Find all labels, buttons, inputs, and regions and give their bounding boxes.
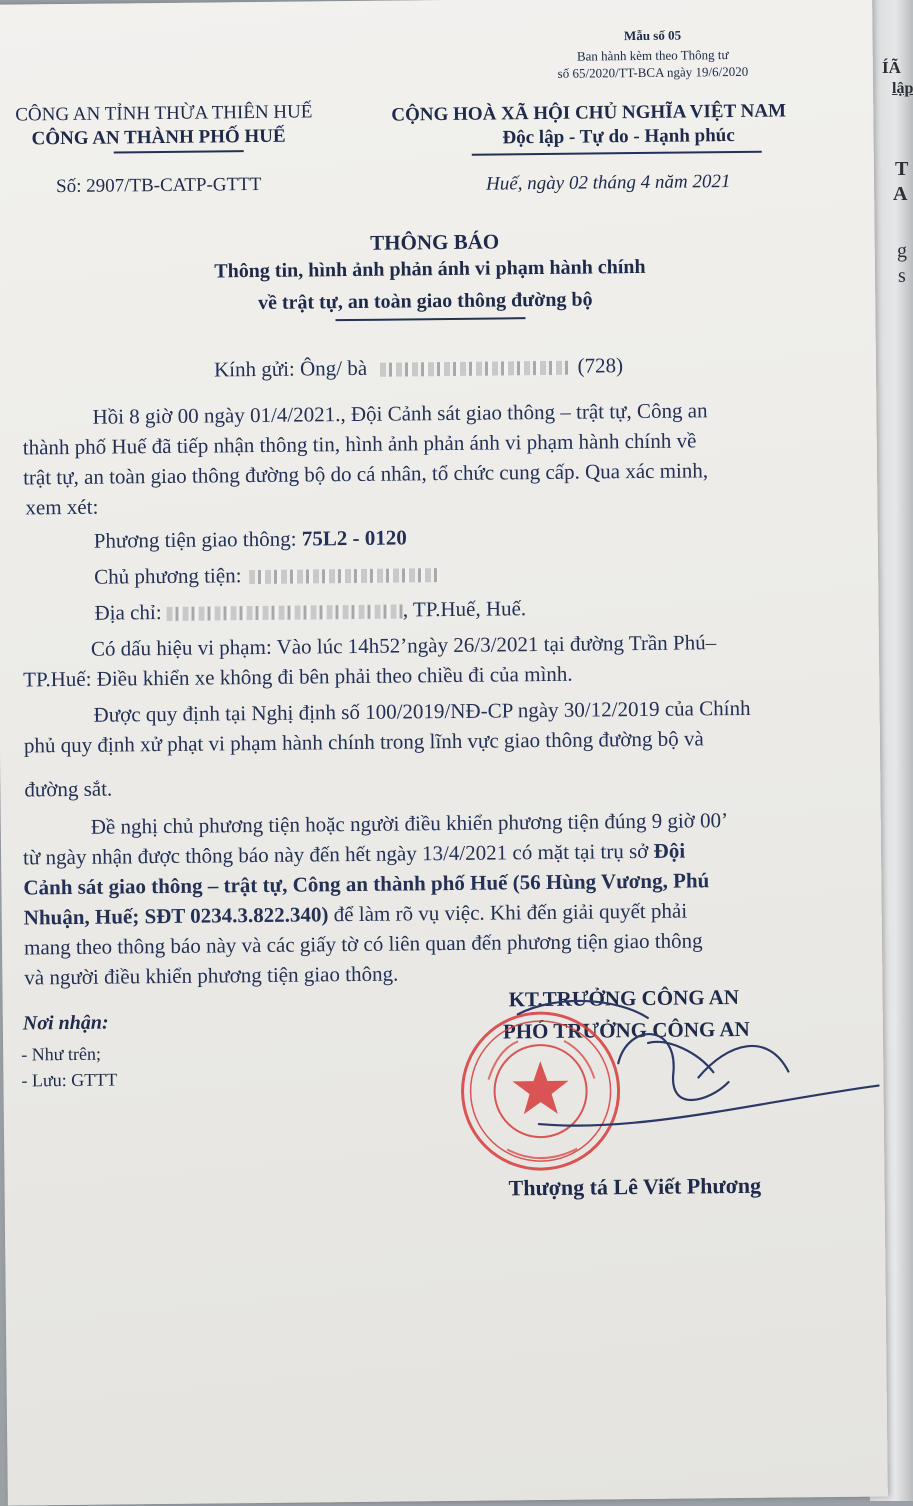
doc-number: Số: 2907/TB-CATP-GTTT (55, 173, 262, 198)
owner-line (94, 558, 439, 593)
title-underline (335, 317, 525, 320)
paragraph-line: thành phố Huế đã tiếp nhận thông tin, hình ảnh phản ánh vi phạm hành chính về (22, 428, 697, 460)
national-title: CỘNG HOÀ XÃ HỘI CHỦ NGHĨA VIỆT NAM (391, 100, 787, 126)
signature-role-2: PHÓ TRƯỞNG CÔNG AN (502, 1016, 750, 1044)
notice-title: THÔNG BÁO (370, 229, 500, 255)
notice-subtitle-2: về trật tự, an toàn giao thông đường bộ (257, 288, 593, 314)
request-text: từ ngày nhận được thông báo này đến hết ngày 13/4/2021 có mặt tại trụ sở (22, 838, 654, 870)
back-sheet-fragment: lập (892, 80, 913, 97)
form-circular: số 65/2020/TT-BCA ngày 19/6/2020 (557, 63, 749, 81)
place-date: Huế, ngày 02 tháng 4 năm 2021 (485, 171, 731, 195)
regulation-line: phủ quy định xử phạt vi phạm hành chính trong lĩnh vực giao thông đường bộ và (23, 726, 704, 758)
signature-role-1: KT.TRƯỞNG CÔNG AN (508, 984, 740, 1012)
paragraph-line: Hồi 8 giờ 00 ngày 01/4/2021., Đội Cảnh sát giao thông – trật tự, Công an (92, 398, 708, 429)
request-line: Cảnh sát giao thông – trật tự, Công an thành phố Huế (56 Hùng Vương, Phú (23, 868, 710, 900)
recipients-item: - Như trên; (21, 1043, 101, 1065)
national-motto: Độc lập - Tự do - Hạnh phúc (502, 124, 735, 149)
vehicle-label: Phương tiện giao thông: (93, 526, 302, 553)
request-line: và người điều khiển phương tiện giao thông. (24, 961, 399, 990)
vehicle-line (94, 522, 407, 556)
request-bold: Đội (653, 838, 686, 863)
redacted-owner (249, 568, 439, 584)
address-suffix: , TP.Huế, Huế. (402, 596, 527, 622)
vehicle-plate: 75L2 - 0120 (301, 525, 407, 551)
redacted-name (380, 361, 568, 377)
agency-name: CÔNG AN THÀNH PHỐ HUẾ (31, 125, 286, 150)
back-sheet-fragment: g (897, 240, 907, 262)
back-sheet-fragment: T (895, 158, 909, 180)
handwritten-signature (497, 980, 889, 1184)
signer-name: Thượng tá Lê Viết Phương (508, 1172, 762, 1201)
recipients-heading: Nơi nhận: (22, 1011, 109, 1035)
address-line (94, 593, 526, 629)
notice-subtitle-1: Thông tin, hình ảnh phản ánh vi phạm hành chính (214, 255, 646, 283)
regulation-line: Được quy định tại Nghị định số 100/2019/NĐ-CP ngày 30/12/2019 của Chính (93, 695, 751, 727)
recipients-item: - Lưu: GTTT (21, 1069, 118, 1091)
request-line: Đề nghị chủ phương tiện hoặc người điều khiển phương tiện đúng 9 giờ 00’ (90, 808, 729, 839)
request-text: để làm rõ vụ việc. Khi đến giải quyết phải (328, 898, 688, 927)
regulation-line: đường sắt. (24, 776, 113, 802)
back-sheet-fragment: A (893, 183, 908, 205)
address-label: Địa chỉ: (94, 600, 162, 625)
redacted-address (167, 605, 403, 621)
agency-parent: CÔNG AN TỈNH THỪA THIÊN HUẾ (15, 101, 313, 126)
recipient-label: Kính gửi: Ông/ bà (213, 355, 368, 382)
recipient-line (214, 350, 623, 385)
form-issued-by: Ban hành kèm theo Thông tư (576, 47, 729, 64)
back-sheet-fragment: s (898, 265, 906, 287)
owner-label: Chủ phương tiện: (94, 563, 242, 589)
back-sheet-fragment: ÍÃ (882, 58, 901, 77)
request-line: mang theo thông báo này và các giấy tờ có liên quan đến phương tiện giao thông (23, 928, 703, 960)
paragraph-line: xem xét: (25, 494, 99, 520)
agency-underline (114, 150, 244, 153)
paragraph-line: trật tự, an toàn giao thông đường bộ do cá nhân, tổ chức cung cấp. Qua xác minh, (22, 458, 709, 490)
form-number: Mẫu số 05 (623, 27, 682, 44)
violation-line: Có dấu hiệu vi phạm: Vào lúc 14h52’ngày 26/3/2021 tại đường Trần Phú– (90, 630, 717, 661)
violation-line: TP.Huế: Điều khiển xe không đi bên phải theo chiều đi của mình. (23, 661, 573, 692)
request-bold: Nhuận, Huế; SĐT 0234.3.822.340) (23, 902, 329, 930)
recipient-suffix: (728) (577, 353, 624, 378)
motto-underline (472, 151, 762, 156)
